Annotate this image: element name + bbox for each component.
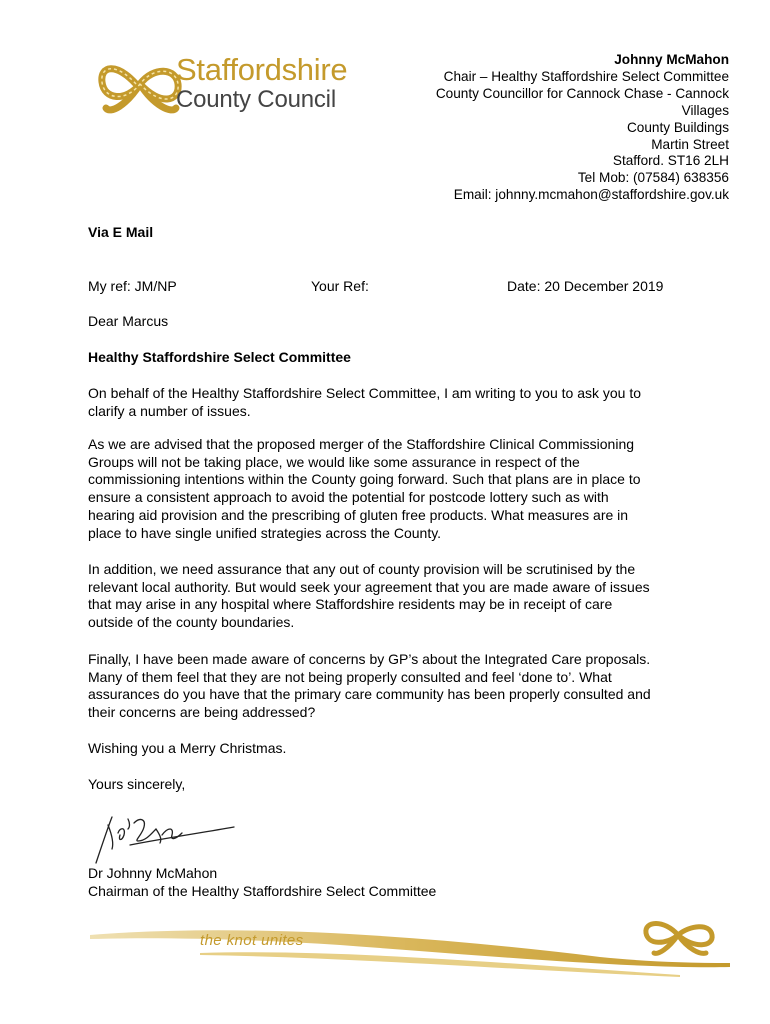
sender-name: Johnny McMahon [614,52,729,67]
delivery-method: Via E Mail [88,224,154,240]
paragraph-2 [88,436,708,542]
logo-title-line1: Staffordshire [176,52,348,87]
signatory-block [88,865,708,900]
paragraph-line: ensure a consistent approach to avoid the potential for postcode lottery such as with [88,489,609,506]
paragraph-line: their concerns are being addressed? [88,704,316,721]
letter-subject: Healthy Staffordshire Select Committee [88,349,351,365]
salutation: Dear Marcus [88,313,169,329]
your-reference: Your Ref: [311,278,369,294]
footer-swoosh [80,905,740,985]
paragraph-line: hearing aid provision and the prescribing of gluten free products. What measures are in [88,506,629,523]
sender-line: Martin Street [651,136,729,152]
paragraph-1 [88,385,708,420]
sender-line: County Buildings [626,119,729,135]
sender-line: Chair – Healthy Staffordshire Select Committee [443,68,729,84]
closing-wish: Wishing you a Merry Christmas. [88,740,287,756]
paragraph-line: Finally, I have been made aware of concerns by GP’s about the Integrated Care proposals. [88,651,651,667]
sign-off: Yours sincerely, [88,776,186,792]
sender-line: County Councillor for Cannock Chase - Cannock [435,85,729,101]
sender-address-block [389,52,729,204]
paragraph-line: Groups will not be taking place, we would like some assurance in respect of the [88,453,580,470]
letter-date: Date: 20 December 2019 [507,278,664,294]
footer-tagline: the knot unites [200,932,304,949]
sender-email[interactable]: Email: johnny.mcmahon@staffordshire.gov.uk [453,187,729,203]
sender-line: Stafford. ST16 2LH [612,153,729,169]
paragraph-line: clarify a number of issues. [88,402,251,419]
paragraph-line: assurances do you have that the primary care community has been properly consulted and [88,686,651,703]
paragraph-line: commissioning intentions within the County going forward. Such that plans are in place to [88,471,641,488]
paragraph-3 [88,561,708,632]
handwritten-signature [90,805,240,865]
sender-line: Tel Mob: (07584) 638356 [577,170,729,186]
signatory-name: Dr Johnny McMahon [88,865,218,881]
my-reference: My ref: JM/NP [88,278,177,294]
paragraph-line: On behalf of the Healthy Staffordshire Select Committee, I am writing to you to ask you to [88,385,642,401]
paragraph-line: outside of the county boundaries. [88,614,295,631]
paragraph-line: In addition, we need assurance that any out of county provision will be scrutinised by the [88,561,636,577]
signatory-title: Chairman of the Healthy Staffordshire Select Committee [88,882,437,899]
logo-title-line2: County Council [176,86,336,113]
paragraph-line: relevant local authority. But would seek your agreement that you are made aware of issues [88,578,650,595]
paragraph-line: As we are advised that the proposed merger of the Staffordshire Clinical Commissioning [88,436,635,452]
sender-line: Villages [681,102,729,118]
paragraph-line: place to have single unified strategies across the County. [88,524,442,541]
paragraph-4 [88,651,708,722]
paragraph-line: that may arise in any hospital where Staffordshire residents may be in receipt of care [88,596,613,613]
paragraph-line: Many of them feel that they are not being properly consulted and feel ‘done to’. What [88,668,612,685]
